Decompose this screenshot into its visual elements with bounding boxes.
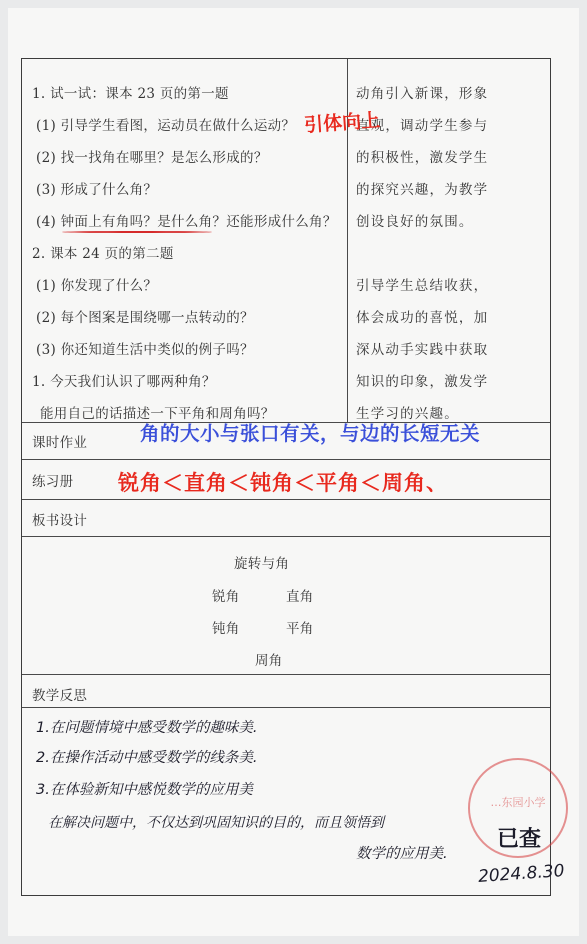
homework-label: 课时作业 bbox=[32, 435, 88, 451]
board-acute: 锐角 bbox=[212, 589, 240, 605]
note-line-3: 的积极性，激发学生 bbox=[356, 150, 489, 166]
summary-title: 1. 今天我们认识了哪两种角？ bbox=[32, 374, 216, 390]
handwritten-blue-note: 角的大小与张口有关，与边的长短无关 bbox=[140, 422, 481, 445]
note-line-2: 直观，调动学生参与 bbox=[356, 118, 489, 134]
signature: 已查 bbox=[497, 827, 542, 852]
red-underline bbox=[62, 231, 212, 233]
note-line-1: 动角引入新课，形象 bbox=[356, 86, 489, 102]
item2-title: 2. 课本 24 页的第二题 bbox=[32, 246, 174, 262]
stamp-text: …东园小学 bbox=[490, 796, 546, 809]
note-line-8: 深从动手实践中获取 bbox=[356, 342, 489, 358]
note-line-6: 引导学生总结收获， bbox=[356, 278, 489, 294]
reflection-line-2: 2.在操作活动中感受数学的线条美. bbox=[36, 750, 258, 766]
handwritten-red-inequality: 锐角＜直角＜钝角＜平角＜周角、 bbox=[118, 471, 448, 495]
divider-reflection-label bbox=[22, 707, 550, 708]
signature-date: 2024.8.30 bbox=[477, 861, 566, 887]
handwritten-red-margin-note: 引体向上 bbox=[303, 109, 381, 137]
divider-board-content bbox=[22, 536, 550, 537]
item1-q4: (4) 钟面上有角吗？是什么角？还能形成什么角？ bbox=[36, 214, 337, 230]
item1-title: 1. 试一试：课本 23 页的第一题 bbox=[32, 86, 229, 102]
board-right: 直角 bbox=[286, 589, 314, 605]
divider-workbook bbox=[22, 459, 550, 460]
board-design-label: 板书设计 bbox=[32, 513, 88, 529]
note-line-10: 生学习的兴趣。 bbox=[356, 406, 459, 422]
item2-q2: (2) 每个图案是围绕哪一点转动的？ bbox=[36, 310, 254, 326]
summary-question: 能用自己的话描述一下平角和周角吗？ bbox=[40, 406, 275, 422]
note-line-9: 知识的印象，激发学 bbox=[356, 374, 489, 390]
divider-reflection bbox=[22, 674, 550, 675]
reflection-line-3: 3.在体验新知中感悦数学的应用美 bbox=[36, 782, 253, 798]
note-line-5: 创设良好的氛围。 bbox=[356, 214, 474, 230]
note-line-7: 体会成功的喜悦，加 bbox=[356, 310, 489, 326]
item2-q3: (3) 你还知道生活中类似的例子吗？ bbox=[36, 342, 254, 358]
reflection-label: 教学反思 bbox=[32, 688, 88, 704]
item1-q1: (1) 引导学生看图，运动员在做什么运动？ bbox=[36, 118, 296, 134]
board-obtuse: 钝角 bbox=[212, 621, 240, 637]
note-line-4: 的探究兴趣，为教学 bbox=[356, 182, 489, 198]
reflection-line-4: 在解决问题中，不仅达到巩固知识的目的，而且领悟到 bbox=[48, 815, 384, 831]
workbook-label: 练习册 bbox=[32, 474, 74, 490]
item1-q2: (2) 找一找角在哪里？是怎么形成的？ bbox=[36, 150, 268, 166]
board-title: 旋转与角 bbox=[234, 556, 290, 572]
board-full: 周角 bbox=[255, 653, 283, 669]
reflection-line-5: 数学的应用美. bbox=[356, 846, 448, 862]
board-straight: 平角 bbox=[286, 621, 314, 637]
item1-q3: (3) 形成了什么角？ bbox=[36, 182, 158, 198]
item2-q1: (1) 你发现了什么？ bbox=[36, 278, 158, 294]
divider-board-label bbox=[22, 499, 550, 500]
reflection-line-1: 1.在问题情境中感受数学的趣味美. bbox=[36, 720, 258, 736]
